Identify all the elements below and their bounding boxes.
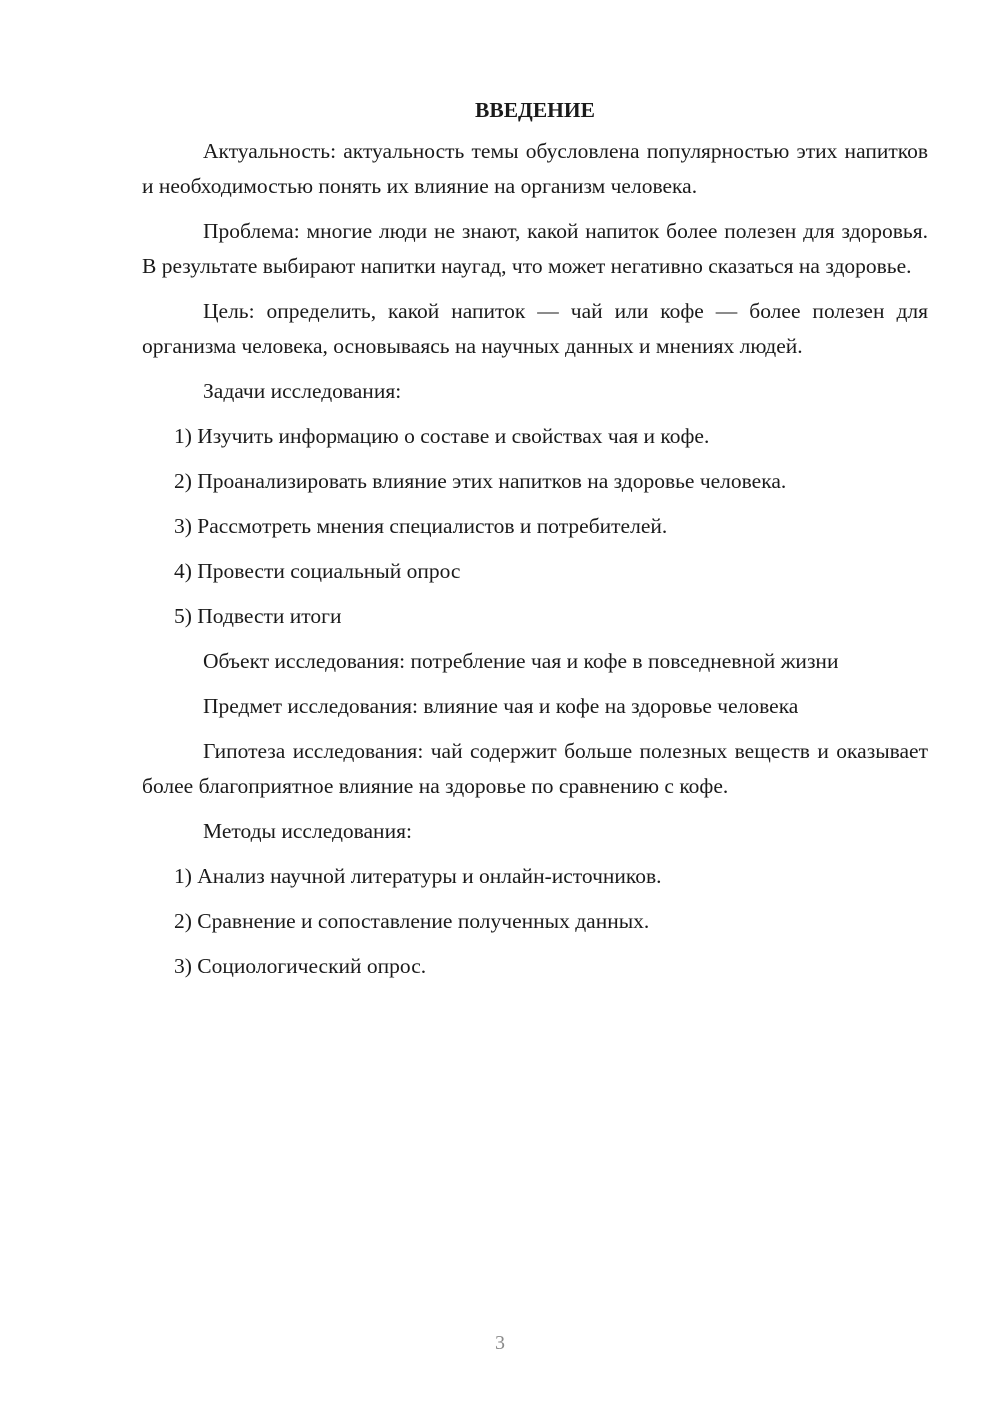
methods-heading: Методы исследования: xyxy=(203,819,412,843)
document-title: ВВЕДЕНИЕ xyxy=(475,98,595,122)
task-item: 4) Провести социальный опрос xyxy=(174,559,461,583)
task-item: 1) Изучить информацию о составе и свойствах чая и кофе. xyxy=(174,424,710,448)
problem-paragraph: Проблема: многие люди не знают, какой напиток более полезен для здоровья. В результате выбирают напитки наугад, что может негативно сказаться на здоровье. xyxy=(142,219,928,278)
method-item: 1) Анализ научной литературы и онлайн-источников. xyxy=(174,864,662,888)
task-item: 3) Рассмотреть мнения специалистов и потребителей. xyxy=(174,514,668,538)
page-number: 3 xyxy=(495,1332,505,1354)
goal-paragraph: Цель: определить, какой напиток — чай или кофе — более полезен для организма человека, основываясь на научных данных и мнениях людей. xyxy=(142,299,928,358)
document-page xyxy=(142,92,928,994)
method-item: 3) Социологический опрос. xyxy=(174,954,427,978)
task-item: 2) Проанализировать влияние этих напитков на здоровье человека. xyxy=(174,469,787,493)
task-item: 5) Подвести итоги xyxy=(174,604,342,628)
hypothesis-paragraph: Гипотеза исследования: чай содержит больше полезных веществ и оказывает более благоприятное влияние на здоровье по сравнению с кофе. xyxy=(142,739,928,798)
relevance-paragraph: Актуальность: актуальность темы обусловлена популярностью этих напитков и необходимостью понять их влияние на организм человека. xyxy=(142,139,928,198)
object-paragraph: Объект исследования: потребление чая и кофе в повседневной жизни xyxy=(203,649,839,673)
tasks-heading: Задачи исследования: xyxy=(203,379,402,403)
method-item: 2) Сравнение и сопоставление полученных данных. xyxy=(174,909,650,933)
subject-paragraph: Предмет исследования: влияние чая и кофе на здоровье человека xyxy=(203,694,799,718)
